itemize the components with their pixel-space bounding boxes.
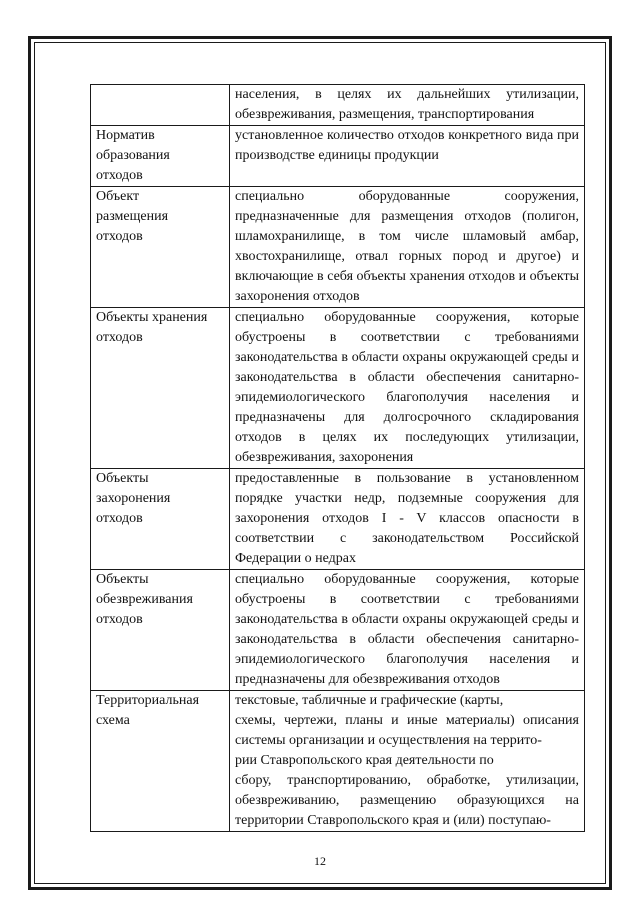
term-line: отходов <box>96 511 143 526</box>
term-line: Территориальная <box>96 693 200 708</box>
term-line: отходов <box>96 612 143 627</box>
table-row <box>91 570 585 691</box>
term-line: отходов <box>96 168 143 183</box>
definition-text: специально оборудованные сооружения, которые обустроены в соответствии с требованиями законодательства в области охраны окружающей среды и законодательства в области обеспечения санитарно-эпидемиологического благополучия населения и предназначены для долгосрочного складирования отходов в целях их последующих утилизации, обезвреживания, захоронения <box>235 310 579 465</box>
term-cell <box>91 691 230 832</box>
term-line: отходов <box>96 229 143 244</box>
definition-cell <box>230 85 585 126</box>
term-line: обезвреживания <box>96 592 193 607</box>
term-line: размещения <box>96 209 169 224</box>
definition-cell <box>230 469 585 570</box>
definition-text: населения, в целях их дальнейших утилизации, обезвреживания, размещения, транспортирования <box>235 87 579 122</box>
term-cell <box>91 126 230 187</box>
definition-cell <box>230 308 585 469</box>
definition-text: специально оборудованные сооружения, которые обустроены в соответствии с требованиями законодательства в области охраны окружающей среды и законодательства в области обеспечения санитарно-эпидемиологического благополучия населения и предназначены для обезвреживания отходов <box>235 572 579 687</box>
definition-text: предоставленные в пользование в установленном порядке участки недр, подземные сооружения для захоронения отходов I - V классов опасности в соответствии с законодательством Российской Федерации о недрах <box>235 471 579 566</box>
table-row <box>91 187 585 308</box>
term-cell <box>91 85 230 126</box>
definition-cell <box>230 187 585 308</box>
term-line: Объект <box>96 189 140 204</box>
term-line: отходов <box>96 330 143 345</box>
table-row <box>91 469 585 570</box>
table-row <box>91 691 585 832</box>
table-row <box>91 126 585 187</box>
definitions-table-body <box>91 85 585 832</box>
definition-text: установленное количество отходов конкретного вида при производстве единицы продукции <box>235 128 579 163</box>
definition-text: схемы, чертежи, планы и иные материалы) описания системы организации и осуществления на террито- <box>235 713 579 748</box>
term-cell <box>91 308 230 469</box>
definition-text: рии Ставропольского края деятельности по <box>235 753 494 768</box>
term-line: захоронения <box>96 491 171 506</box>
term-cell <box>91 570 230 691</box>
term-line: Норматив <box>96 128 155 143</box>
term-line: схема <box>96 713 130 728</box>
term-line: Объекты <box>96 471 149 486</box>
definition-cell <box>230 126 585 187</box>
definition-cell <box>230 570 585 691</box>
term-cell <box>91 187 230 308</box>
table-row <box>91 85 585 126</box>
term-line: Объекты <box>96 572 149 587</box>
definition-text: текстовые, табличные и графические (карты, <box>235 693 504 708</box>
term-cell <box>91 469 230 570</box>
table-row <box>91 308 585 469</box>
term-line: Объекты хранения <box>96 310 208 325</box>
definitions-table <box>90 84 585 832</box>
definition-text: сбору, транспортированию, обработке, утилизации, обезвреживанию, размещению образующихся на территории Ставропольского края и (или) поступаю- <box>235 773 579 828</box>
definition-cell <box>230 691 585 832</box>
definition-text: специально оборудованные сооружения, предназначенные для размещения отходов (полигон, шламохранилище, в том числе шламовый амбар, хвостохранилище, отвал горных пород и другое) и включающие в себя объекты хранения отходов и объекты захоронения отходов <box>235 189 579 304</box>
term-line: образования <box>96 148 170 163</box>
page-number: 12 <box>314 854 326 868</box>
